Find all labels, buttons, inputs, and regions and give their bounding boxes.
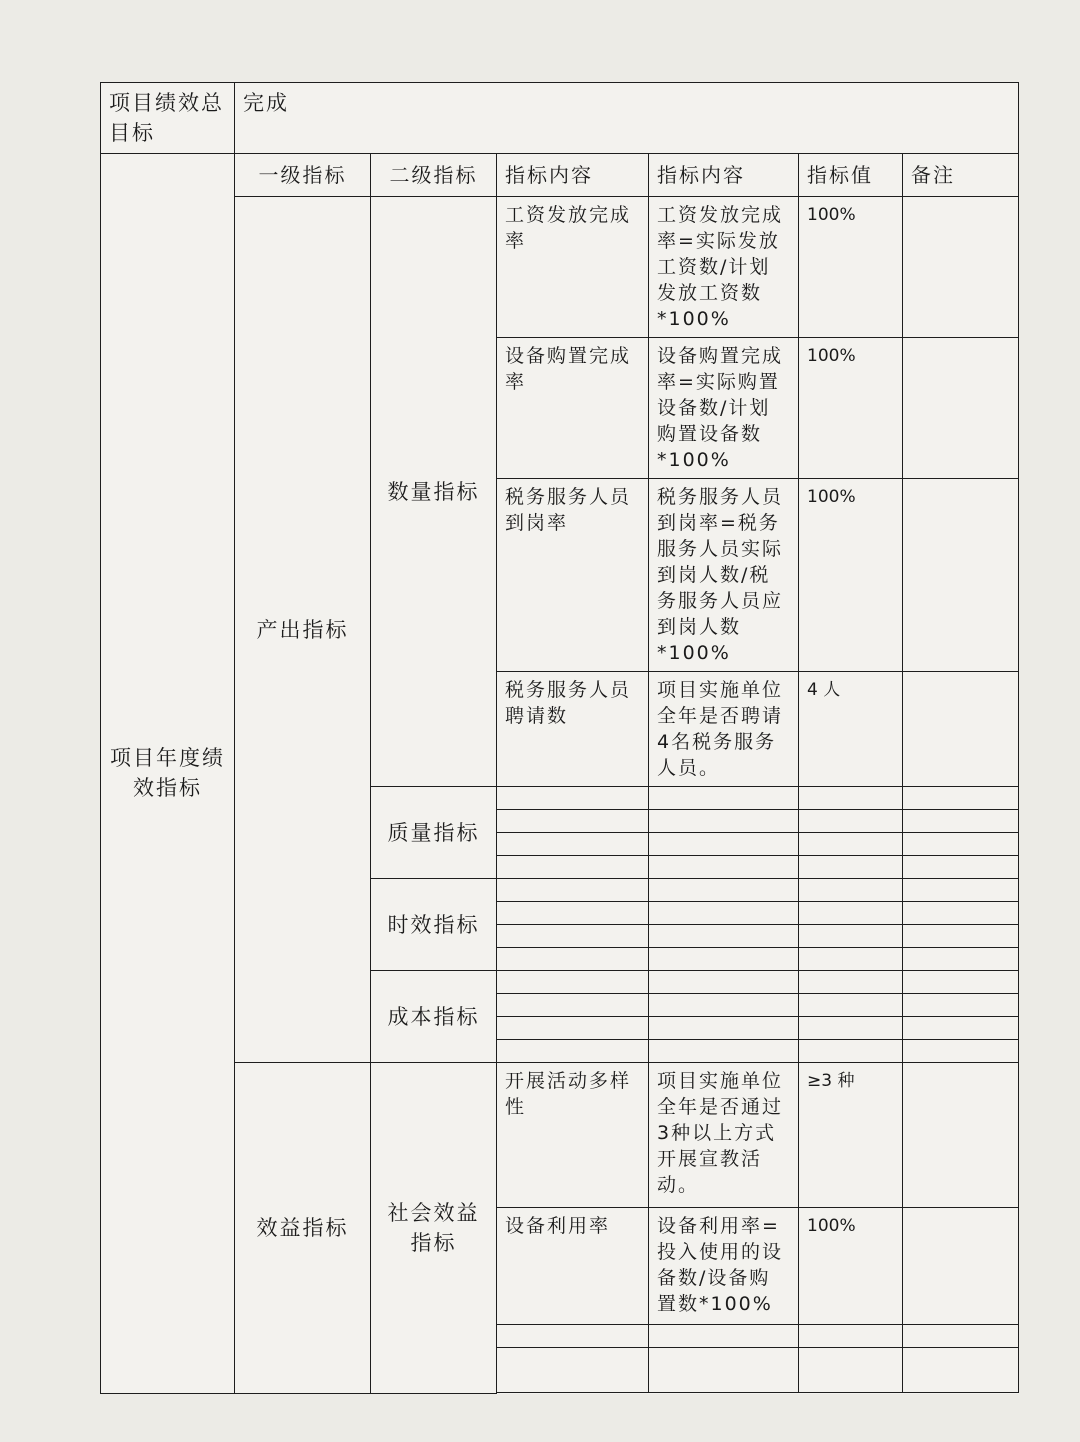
- indicator-value: ≥3 种: [799, 1063, 903, 1208]
- empty-cell: [799, 994, 903, 1017]
- output-indicator-label: 产出指标: [235, 197, 371, 1063]
- empty-cell: [497, 833, 649, 856]
- empty-cell: [903, 1040, 1019, 1063]
- empty-cell: [799, 1325, 903, 1348]
- empty-cell: [497, 1348, 649, 1371]
- header-remark: 备注: [903, 154, 1019, 197]
- header-content-a: 指标内容: [497, 154, 649, 197]
- indicator-value: 4 人: [799, 672, 903, 787]
- empty-cell: [903, 879, 1019, 902]
- indicator-value: 100%: [799, 479, 903, 672]
- empty-cell: [649, 925, 799, 948]
- empty-cell: [497, 1017, 649, 1040]
- overall-goal-label: 项目绩效总目标: [101, 83, 235, 154]
- empty-cell: [903, 925, 1019, 948]
- empty-cell: [903, 1393, 1019, 1394]
- indicator-remark: [903, 672, 1019, 787]
- empty-cell: [799, 810, 903, 833]
- empty-cell: [799, 1348, 903, 1371]
- benefit-indicator-label: 效益指标: [235, 1063, 371, 1394]
- empty-cell: [649, 971, 799, 994]
- performance-indicator-table: [100, 82, 1019, 1394]
- quantity-indicator-label: 数量指标: [371, 197, 497, 787]
- indicator-desc: 设备购置完成率=实际购置设备数/计划购置设备数*100%: [649, 338, 799, 479]
- empty-cell: [903, 902, 1019, 925]
- empty-cell: [649, 1393, 799, 1394]
- table-row: [101, 1063, 1019, 1208]
- empty-cell: [799, 1040, 903, 1063]
- table-row: [101, 197, 1019, 338]
- empty-cell: [903, 833, 1019, 856]
- empty-cell: [799, 1393, 903, 1394]
- indicator-name: 开展活动多样性: [497, 1063, 649, 1208]
- empty-cell: [649, 1370, 799, 1393]
- empty-cell: [497, 879, 649, 902]
- empty-cell: [649, 1017, 799, 1040]
- empty-cell: [799, 833, 903, 856]
- indicator-desc: 工资发放完成率=实际发放工资数/计划发放工资数*100%: [649, 197, 799, 338]
- empty-cell: [903, 971, 1019, 994]
- empty-cell: [799, 787, 903, 810]
- empty-cell: [497, 1040, 649, 1063]
- empty-cell: [799, 971, 903, 994]
- indicator-remark: [903, 338, 1019, 479]
- empty-cell: [497, 787, 649, 810]
- indicator-remark: [903, 197, 1019, 338]
- empty-cell: [649, 902, 799, 925]
- empty-cell: [799, 1370, 903, 1393]
- overall-goal-row: [101, 83, 1019, 154]
- indicator-name: 工资发放完成率: [497, 197, 649, 338]
- header-level2: 二级指标: [371, 154, 497, 197]
- empty-cell: [649, 787, 799, 810]
- empty-cell: [903, 810, 1019, 833]
- empty-cell: [649, 1325, 799, 1348]
- empty-cell: [903, 1370, 1019, 1393]
- empty-cell: [903, 1348, 1019, 1371]
- empty-cell: [497, 1325, 649, 1348]
- empty-cell: [497, 1370, 649, 1393]
- indicator-value: 100%: [799, 338, 903, 479]
- indicator-name: 设备购置完成率: [497, 338, 649, 479]
- indicator-remark: [903, 479, 1019, 672]
- indicator-name: 税务服务人员聘请数: [497, 672, 649, 787]
- indicator-desc: 设备利用率=投入使用的设备数/设备购置数*100%: [649, 1208, 799, 1325]
- empty-cell: [799, 948, 903, 971]
- empty-cell: [799, 879, 903, 902]
- indicator-value: 100%: [799, 197, 903, 338]
- empty-cell: [497, 948, 649, 971]
- empty-cell: [497, 902, 649, 925]
- quality-indicator-label: 质量指标: [371, 787, 497, 879]
- overall-goal-value: 完成: [235, 83, 1019, 154]
- empty-cell: [903, 787, 1019, 810]
- empty-cell: [799, 902, 903, 925]
- indicator-desc: 项目实施单位全年是否通过3种以上方式开展宣教活动。: [649, 1063, 799, 1208]
- empty-cell: [649, 1040, 799, 1063]
- indicator-remark: [903, 1063, 1019, 1208]
- indicator-name: 设备利用率: [497, 1208, 649, 1325]
- empty-cell: [649, 879, 799, 902]
- header-row: [101, 154, 1019, 197]
- cost-indicator-label: 成本指标: [371, 971, 497, 1063]
- empty-cell: [903, 856, 1019, 879]
- empty-cell: [903, 1017, 1019, 1040]
- indicator-desc: 项目实施单位全年是否聘请4名税务服务人员。: [649, 672, 799, 787]
- indicator-name: 税务服务人员到岗率: [497, 479, 649, 672]
- social-benefit-indicator-label: 社会效益指标: [371, 1063, 497, 1394]
- empty-cell: [649, 1348, 799, 1371]
- empty-cell: [497, 925, 649, 948]
- empty-cell: [903, 948, 1019, 971]
- header-value: 指标值: [799, 154, 903, 197]
- empty-cell: [649, 856, 799, 879]
- empty-cell: [903, 1325, 1019, 1348]
- empty-cell: [799, 925, 903, 948]
- timeliness-indicator-label: 时效指标: [371, 879, 497, 971]
- empty-cell: [799, 1017, 903, 1040]
- empty-cell: [903, 994, 1019, 1017]
- header-level1: 一级指标: [235, 154, 371, 197]
- empty-cell: [649, 810, 799, 833]
- empty-cell: [497, 810, 649, 833]
- empty-cell: [649, 948, 799, 971]
- empty-cell: [497, 1393, 649, 1394]
- annual-indicators-label: 项目年度绩效指标: [101, 154, 235, 1394]
- empty-cell: [497, 856, 649, 879]
- empty-cell: [799, 856, 903, 879]
- empty-cell: [649, 994, 799, 1017]
- empty-cell: [497, 971, 649, 994]
- header-content-b: 指标内容: [649, 154, 799, 197]
- empty-cell: [497, 994, 649, 1017]
- indicator-desc: 税务服务人员到岗率=税务服务人员实际到岗人数/税务服务人员应到岗人数*100%: [649, 479, 799, 672]
- indicator-remark: [903, 1208, 1019, 1325]
- empty-cell: [649, 833, 799, 856]
- indicator-value: 100%: [799, 1208, 903, 1325]
